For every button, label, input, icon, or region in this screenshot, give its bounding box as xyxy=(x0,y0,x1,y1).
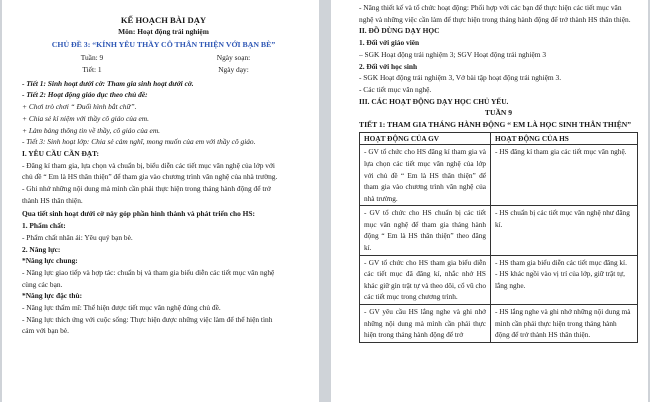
cell-text: - GV tổ chức cho HS tham gia biểu diễn các tiết mục đã đăng kí, nhắc nhở HS khác giữ gìn trật tự và theo dõi, cổ vũ cho các tiết mục trong chương trình. xyxy=(364,257,486,302)
table-cell-hs xyxy=(491,206,638,255)
requirement-line: chủ đề “ Em là HS thân thiện” để tham gia vào chương trình văn nghệ của nhà trường. xyxy=(22,172,278,182)
theme-title: CHỦ ĐỀ 3: “KÍNH YÊU THẦY CÔ THÂN THIỆN VỚI BẠN BÈ” xyxy=(51,39,276,49)
table-cell-gv xyxy=(360,305,491,343)
right-page xyxy=(331,0,648,402)
teacher-item: – SGK Hoạt động trải nghiệm 3; SGV Hoạt động trải nghiệm 3 xyxy=(359,49,547,59)
cell-text: - HS chuẩn bị các tiết mục văn nghệ như đăng kí. xyxy=(495,208,630,229)
lesson-2-item: + Chia sẻ kỉ niệm với thầy cô giáo của em. xyxy=(22,113,149,123)
period-row xyxy=(22,64,305,76)
table-row xyxy=(360,305,638,343)
table-cell-hs xyxy=(491,305,638,343)
week-heading: TUẦN 9 xyxy=(484,108,513,118)
cell-text: - GV tổ chức cho HS đăng kí tham gia và lựa chọn các tiết mục văn nghệ của lớp với chủ đề “ Em là HS thân thiện” để tham gia vào chương trình văn nghệ của nhà trường. xyxy=(364,147,486,203)
week-row xyxy=(22,52,305,64)
general-competence-line: cùng các bạn. xyxy=(22,279,63,289)
lesson-3: - Tiết 3: Sinh hoạt lớp: Chia sẻ cảm nghĩ, mong muốn của em với thầy cô giáo. xyxy=(22,137,256,147)
week-label: Tuần: 9 xyxy=(80,52,104,62)
competence-line: nghệ và những việc cần làm để thực hiện trong tháng hành động để trở thành HS thân thiện. xyxy=(359,14,631,24)
teach-date-label: Ngày dạy: xyxy=(218,64,249,74)
table-header-gv: HOẠT ĐỘNG CỦA GV xyxy=(360,133,491,145)
table-header-row xyxy=(360,133,638,145)
special-competence-line: - Năng lực thẩm mĩ: Thể hiện được tiết mục văn nghệ đúng chủ đề. xyxy=(22,303,221,313)
student-heading: 2. Đối với học sinh xyxy=(359,61,418,71)
special-competence-heading: *Năng lực đặc thù: xyxy=(22,291,83,301)
table-header-hs: HOẠT ĐỘNG CỦA HS xyxy=(491,133,638,145)
left-page xyxy=(2,0,319,402)
special-competence-line: cảm với bạn bè. xyxy=(22,326,70,336)
lesson-1: - Tiết 1: Sinh hoạt dưới cờ: Tham gia sinh hoạt dưới cờ. xyxy=(22,78,194,88)
cell-text: - HS lắng nghe và ghi nhớ những nội dung mà mình cần phải thực hiện trong tháng hành động để trở thành HS thân thiện. xyxy=(495,307,631,340)
section-requirements: I. YÊU CẦU CẦN ĐẠT: xyxy=(22,148,99,158)
lesson-2: - Tiết 2: Hoạt động giáo dục theo chủ đề: xyxy=(22,90,148,100)
section-activities: III. CÁC HOẠT ĐỘNG DẠY HỌC CHỦ YẾU. xyxy=(359,96,509,106)
lesson-2-item: + Chơi trò chơi “ Đuổi hình bắt chữ”. xyxy=(22,102,137,112)
table-cell-gv xyxy=(360,206,491,255)
prep-date-label: Ngày soạn: xyxy=(216,52,251,62)
special-competence-line: - Năng lực thích ứng với cuộc sống: Thực hiện được những việc làm để thể hiện tình xyxy=(22,314,273,324)
outcome-heading: Qua tiết sinh hoạt dưới cờ này góp phần hình thành và phát triển cho HS: xyxy=(22,209,255,219)
table-row xyxy=(360,145,638,206)
table-cell-hs xyxy=(491,255,638,304)
competence-heading: 2. Năng lực: xyxy=(22,244,61,254)
student-item: - SGK Hoạt động trải nghiệm 3, Vở bài tập hoạt động trải nghiệm 3. xyxy=(359,73,562,83)
cell-text: - HS đăng kí tham gia các tiết mục văn nghệ. xyxy=(495,147,627,157)
student-item: - Các tiết mục văn nghệ. xyxy=(359,84,432,94)
cell-text: - GV yêu cầu HS lắng nghe và ghi nhớ những nội dung mà mình cần phải thực hiện trong tháng hành động để trở xyxy=(364,307,486,340)
subject-line: Môn: Hoạt động trải nghiệm xyxy=(118,27,209,36)
section-materials: II. ĐỒ DÙNG DẠY HỌC xyxy=(359,26,440,36)
table-cell-gv xyxy=(360,255,491,304)
period-label: Tiết: 1 xyxy=(82,64,102,74)
table-row xyxy=(360,255,638,304)
requirement-line: - Ghi nhớ những nội dung mà mình cần phải thực hiện trong tháng hành động để trở xyxy=(22,184,271,194)
table-row xyxy=(360,206,638,255)
plan-title: KẾ HOẠCH BÀI DẠY xyxy=(120,15,207,25)
teacher-heading: 1. Đối với giáo viên xyxy=(359,38,420,48)
activity-table xyxy=(359,132,638,343)
quality-heading: 1. Phẩm chất: xyxy=(22,221,66,231)
table-cell-gv xyxy=(360,145,491,206)
cell-text: - GV tổ chức cho HS chuẩn bị các tiết mục văn nghệ để tham gia tháng hành động “ Em là HS thân thiện” theo đăng kí. xyxy=(364,208,486,253)
competence-line: - Năng thiết kế và tổ chức hoạt động: Phối hợp với các bạn để thực hiện các tiết mục văn xyxy=(359,3,622,12)
general-competence-line: - Năng lực giao tiếp và hợp tác: chuẩn bị và tham gia biểu diễn các tiết mục văn nghệ xyxy=(22,267,275,277)
table-cell-hs xyxy=(491,145,638,206)
general-competence-heading: *Năng lực chung: xyxy=(22,256,78,266)
lesson-2-item: + Làm bảng thông tin về thầy, cô giáo của em. xyxy=(22,125,161,135)
requirement-line: thành HS thân thiện. xyxy=(22,195,83,205)
quality-text: - Phẩm chất nhân ái: Yêu quý bạn bè. xyxy=(22,232,133,242)
period-title: TIẾT 1: THAM GIA THÁNG HÀNH ĐỘNG “ EM LÀ HỌC SINH THÂN THIỆN” xyxy=(359,120,632,130)
cell-text: - HS tham gia biểu diễn các tiết mục đăng kí. - HS khác ngồi vào vị trí của lớp, giữ trật tự, lắng nghe. xyxy=(495,257,627,290)
requirement-line: - Đăng kí tham gia, lựa chọn và chuẩn bị, biểu diễn các tiết mục văn nghệ của lớp với xyxy=(22,160,275,170)
